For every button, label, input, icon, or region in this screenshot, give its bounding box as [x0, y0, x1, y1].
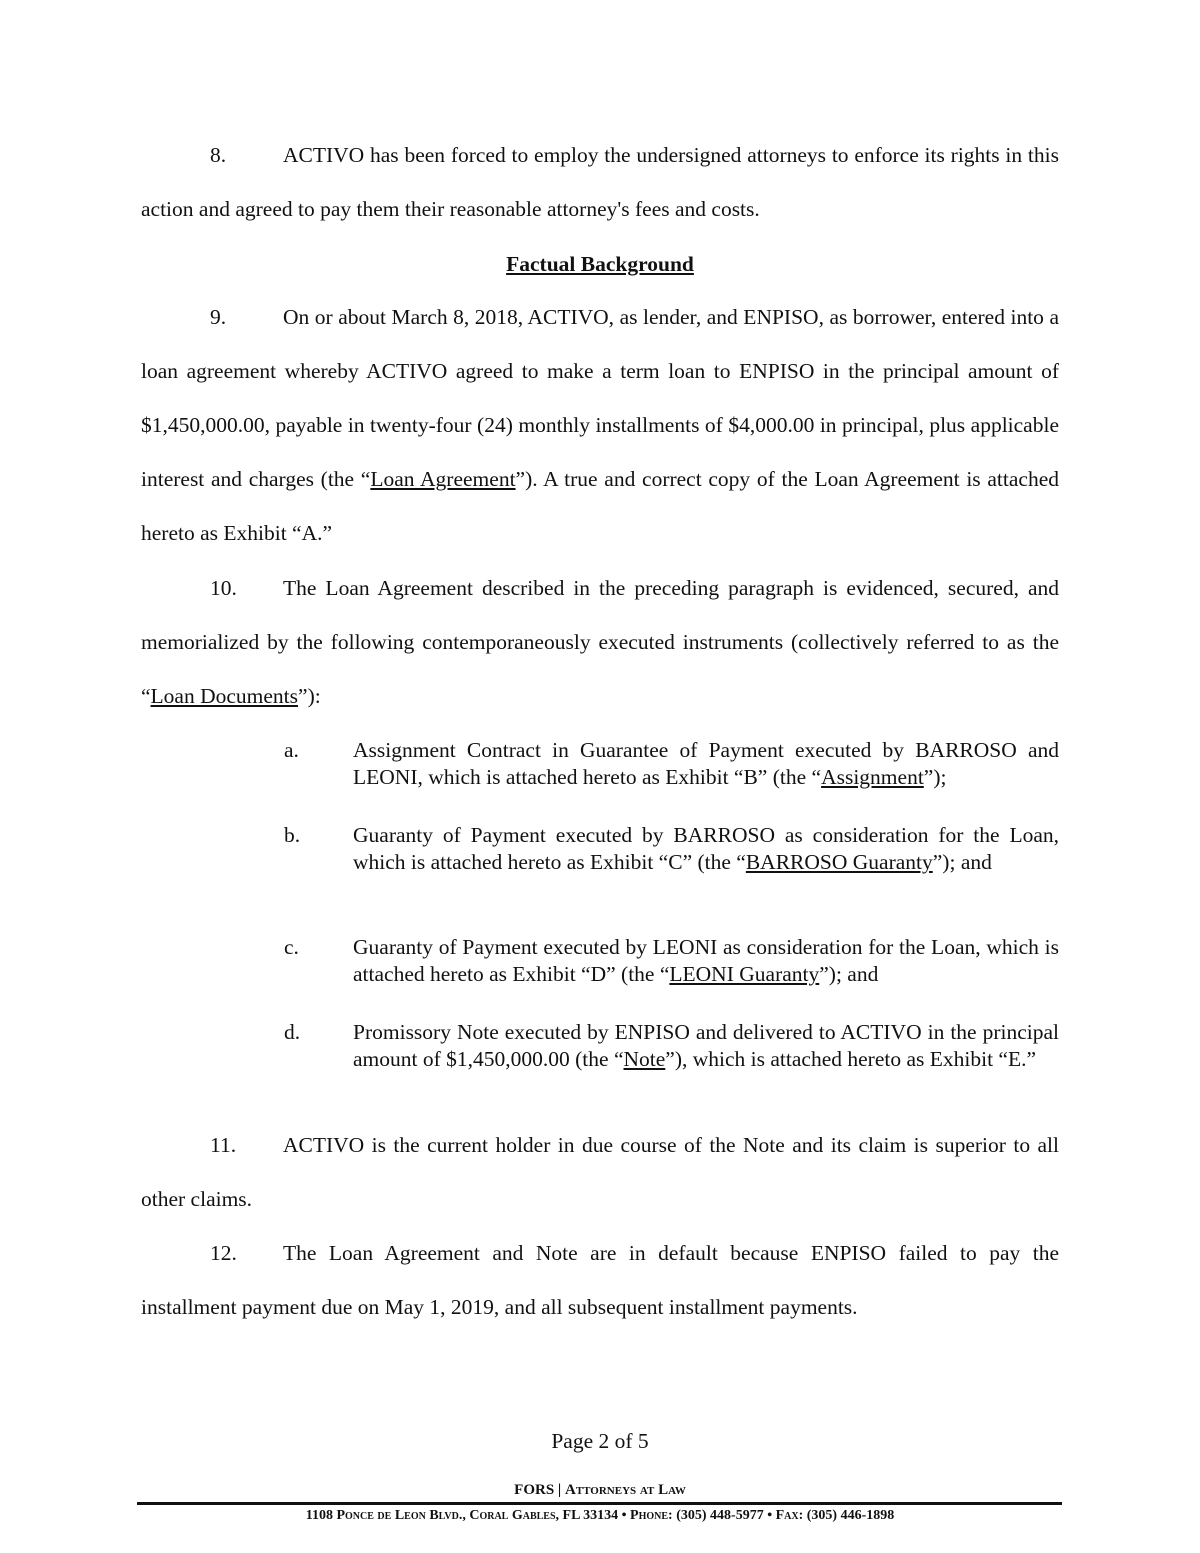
paragraph-text: ACTIVO has been forced to employ the undersigned attorneys to enforce its rights in this action and agreed to pay them their reasonable attorney's fees and costs. — [141, 143, 1059, 221]
list-item-text — [353, 822, 1059, 876]
list-item-letter: d. — [284, 1020, 301, 1044]
paragraph-text: ”). A true and correct copy of the Loan Agreement is attached hereto as Exhibit “A.” — [141, 467, 1059, 545]
list-item-text-after: ”); — [923, 765, 947, 789]
paragraph-8 — [141, 128, 1059, 236]
defined-term: Loan Documents — [150, 684, 299, 708]
list-item — [284, 1019, 1059, 1073]
list-item-text-before: Promissory Note executed by ENPISO and delivered to ACTIVO in the principal amount of $1,450,000.00 (the “ — [353, 1020, 1059, 1071]
firm-separator: | — [557, 1482, 562, 1498]
paragraph-9 — [141, 290, 1059, 560]
paragraph-10 — [141, 561, 1059, 723]
list-item-text-before: Guaranty of Payment executed by LEONI as consideration for the Loan, which is attached hereto as Exhibit “D” (the “ — [353, 935, 1059, 986]
list-item-text — [353, 1019, 1059, 1073]
list-item-text — [353, 737, 1059, 791]
firm-address: 1108 Ponce de Leon Blvd., Coral Gables, FL 33134 • Phone: (305) 448-5977 • Fax: (305) 446-1898 — [305, 1508, 895, 1523]
defined-term: Note — [623, 1047, 666, 1071]
list-item-text-after: ”), which is attached hereto as Exhibit “E.” — [665, 1047, 1037, 1071]
defined-term: BARROSO Guaranty — [745, 850, 933, 874]
paragraph-number: 9. — [210, 305, 227, 329]
paragraph-number: 10. — [210, 576, 237, 600]
paragraph-text: ”): — [298, 684, 321, 708]
firm-tagline: Attorneys at Law — [564, 1482, 686, 1498]
defined-term: LEONI Guaranty — [669, 962, 820, 986]
section-heading: Factual Background — [506, 252, 694, 276]
paragraph-number: 11. — [210, 1133, 237, 1157]
paragraph-12 — [141, 1226, 1059, 1334]
list-item — [284, 737, 1059, 791]
defined-term: Assignment — [821, 765, 924, 789]
list-item — [284, 934, 1059, 988]
firm-name-line — [0, 1481, 1200, 1499]
paragraph-number: 8. — [210, 143, 227, 167]
list-item — [284, 822, 1059, 876]
paragraph-text: ACTIVO is the current holder in due course of the Note and its claim is superior to all other claims. — [141, 1133, 1059, 1211]
defined-term: Loan Agreement — [370, 467, 516, 491]
footer-divider — [137, 1502, 1062, 1505]
paragraph-11 — [141, 1118, 1059, 1226]
paragraph-text: The Loan Agreement described in the preceding paragraph is evidenced, secured, and memorialized by the following contemporaneously executed instruments (collectively referred to as the “ — [141, 576, 1059, 708]
firm-name: FORS — [514, 1482, 555, 1498]
list-item-letter: a. — [284, 738, 299, 762]
list-item-letter: b. — [284, 823, 301, 847]
paragraph-number: 12. — [210, 1241, 237, 1265]
list-item-text-after: ”); and — [819, 962, 879, 986]
list-item-text-before: Guaranty of Payment executed by BARROSO as consideration for the Loan, which is attached hereto as Exhibit “C” (the “ — [353, 823, 1059, 874]
paragraph-text: The Loan Agreement and Note are in default because ENPISO failed to pay the installment payment due on May 1, 2019, and all subsequent installment payments. — [141, 1241, 1059, 1319]
list-item-text — [353, 934, 1059, 988]
paragraph-text: On or about March 8, 2018, ACTIVO, as lender, and ENPISO, as borrower, entered into a loan agreement whereby ACTIVO agreed to make a term loan to ENPISO in the principal amount of $1,450,000.00, payable in twenty-four (24) monthly installments of $4,000.00 in principal, plus applicable interest and charges (the “ — [141, 305, 1059, 491]
list-item-letter: c. — [284, 935, 299, 959]
list-item-text-before: Assignment Contract in Guarantee of Payment executed by BARROSO and LEONI, which is attached hereto as Exhibit “B” (the “ — [353, 738, 1059, 789]
list-item-text-after: ”); and — [932, 850, 992, 874]
page-number: Page 2 of 5 — [551, 1429, 649, 1453]
